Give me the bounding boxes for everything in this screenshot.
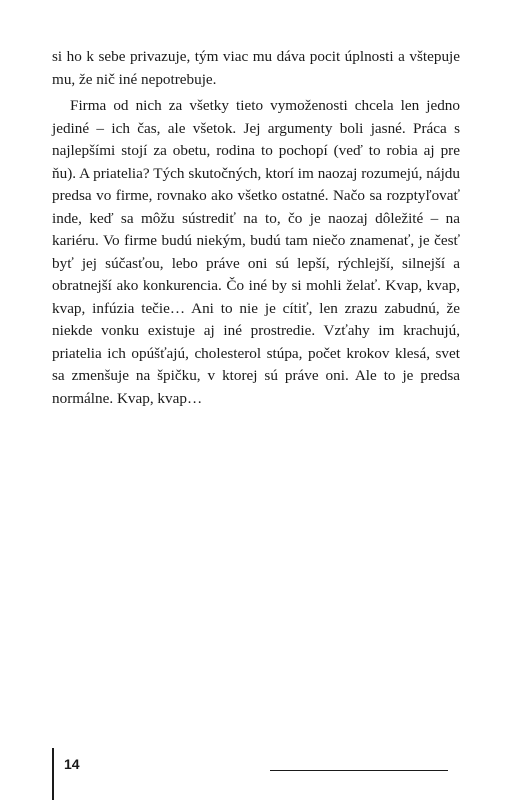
footer-vertical-rule [52, 748, 54, 800]
paragraph-continuation: si ho k sebe privazuje, tým viac mu dáva pocit úplnosti a vštepuje mu, že nič iné nepotrebuje. [52, 48, 460, 88]
paragraph-firma: Firma od nich za všetky tieto vymoženosti chcela len jedno jediné – ich čas, ale všetok. Jej argumenty boli jasné. Práca s najlepšími stojí za obetu, rodina to pochopí (veď to robia aj pre ňu). A priatelia? Tých skutočných, ktorí im naozaj rozumejú, nájdu predsa vo firme, rovnako ako všetko ostatné. Načo sa rozptyľovať inde, keď sa môžu sústrediť na to, čo je naozaj dôležité – na kariéru. Vo firme budú niekým, budú tam niečo znamenať, je česť byť jej súčasťou, lebo práve oni sú lepší, rýchlejší, silnejší a obratnejší ako konkurencia. Čo iné by si mohli želať. Kvap, kvap, kvap, infúzia tečie… Ani to nie je cítiť, len zrazu zabudnú, že niekde vonku existuje aj iné prostredie. Vzťahy im krachujú, priatelia ich opúšťajú, cholesterol stúpa, počet krokov klesá, svet sa zmenšuje na špičku, v ktorej sú práve oni. Ale to je predsa normálne. Kvap, kvap… [52, 97, 460, 407]
page-number: 14 [64, 756, 80, 772]
body-text [52, 46, 460, 410]
footer-horizontal-rule [270, 770, 448, 771]
